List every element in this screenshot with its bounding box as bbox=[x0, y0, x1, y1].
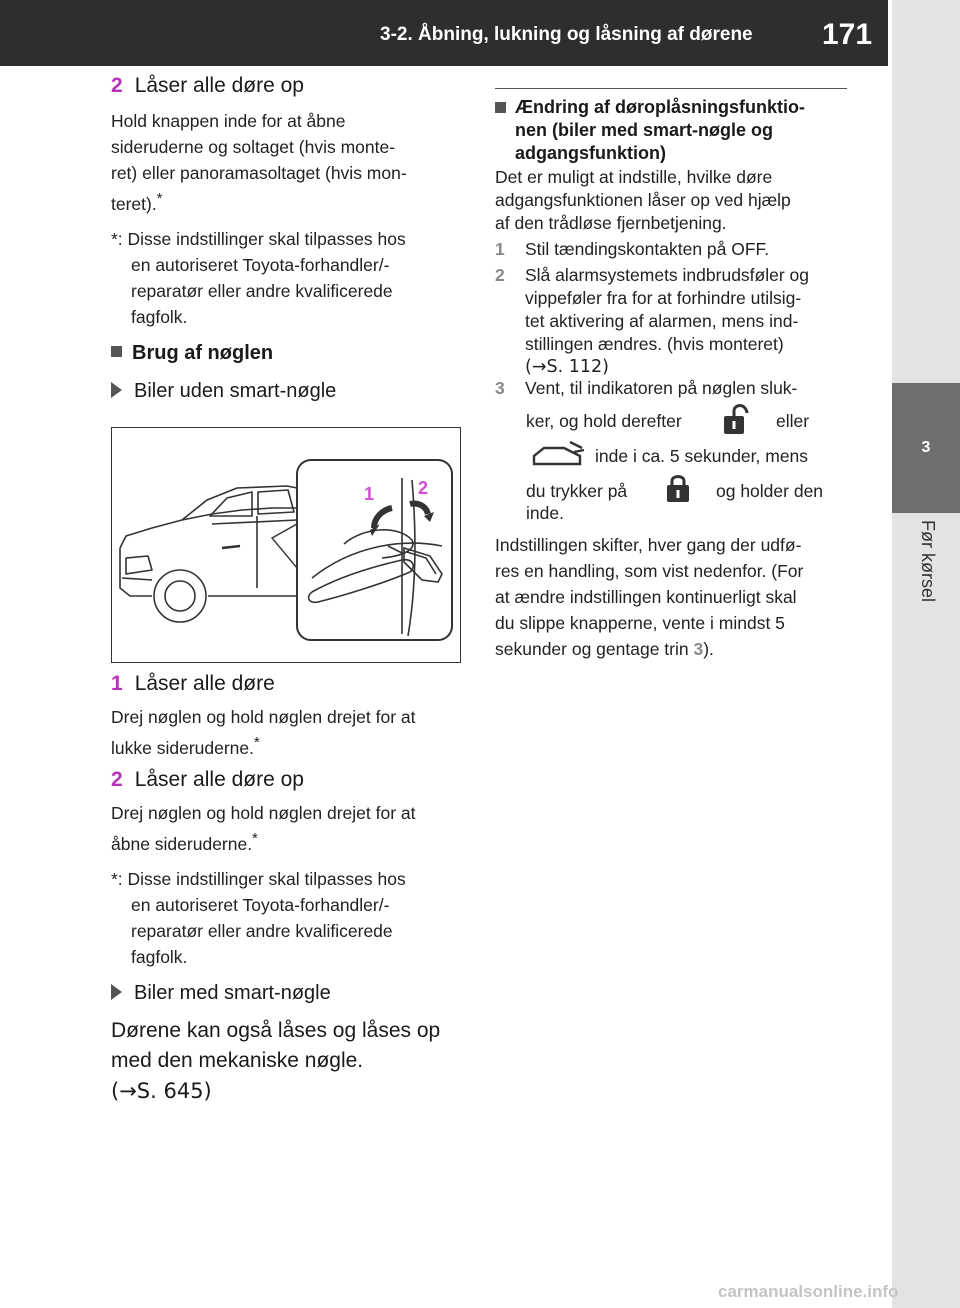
section-title: 3-2. Åbning, lukning og låsning af dørene bbox=[380, 24, 753, 45]
paragraph: Drej nøglen og hold nøglen drejet for at åbne sideruderne.* bbox=[111, 803, 416, 854]
step-text: eller bbox=[776, 411, 810, 431]
watermark: carmanualsonline.info bbox=[718, 1282, 899, 1301]
triangle-bullet-icon bbox=[111, 984, 122, 1000]
step-text: ker, og hold derefter bbox=[526, 411, 682, 431]
unlock-button-icon bbox=[720, 402, 752, 436]
step-text: inde i ca. 5 sekunder, mens bbox=[595, 446, 809, 466]
paragraph: Det er muligt at indstille, hvilke døre adgangsfunktionen låser op ved hjælp af den trådløse fjernbetjening. bbox=[495, 167, 791, 233]
subsection-heading: Biler uden smart-nøgle bbox=[111, 380, 336, 403]
step-text: du trykker på bbox=[526, 481, 628, 501]
divider bbox=[495, 88, 847, 89]
step-item: 1 Stil tændingskontakten på OFF. bbox=[495, 239, 770, 259]
square-bullet-icon bbox=[495, 102, 506, 113]
trunk-button-icon bbox=[530, 440, 586, 470]
chapter-label: Før kørsel bbox=[918, 520, 938, 602]
subsection-heading: Biler med smart-nøgle bbox=[111, 982, 331, 1005]
figure-label-2: 2 bbox=[418, 478, 429, 498]
page-reference-link[interactable]: (→S. 112) bbox=[525, 357, 609, 377]
key-illustration bbox=[111, 427, 461, 663]
step-heading: 2 Låser alle døre op bbox=[111, 74, 304, 97]
step-heading: 2 Låser alle døre op bbox=[111, 768, 304, 791]
chapter-number-tab: 3 bbox=[892, 383, 960, 513]
page-number: 171 bbox=[822, 18, 873, 51]
section-heading: Ændring af døroplåsningsfunktio- nen (biler med smart-nøgle og adgangsfunktion) bbox=[495, 96, 847, 165]
step-heading: 1 Låser alle døre bbox=[111, 672, 275, 695]
step-text: og holder den bbox=[716, 481, 824, 501]
paragraph: Indstillingen skifter, hver gang der udfø- res en handling, som vist nedenfor. (For at ændre indstillingen kontinuerligt skal du slippe knapperne, vente i mindst 5 sekunder og gentage trin 3). bbox=[495, 535, 804, 659]
car-door-key-drawing bbox=[112, 428, 459, 661]
triangle-bullet-icon bbox=[111, 382, 122, 398]
footnote: *: Disse indstillinger skal tilpasses hos en autoriseret Toyota-forhandler/- reparatør eller andre kvalificerede fagfolk. bbox=[111, 869, 406, 967]
step-item: 3 Vent, til indikatoren på nøglen sluk- bbox=[495, 378, 798, 398]
square-bullet-icon bbox=[111, 346, 122, 357]
paragraph: Dørene kan også låses og låses op med den mekaniske nøgle. (→S. 645) bbox=[111, 1016, 440, 1106]
lock-button-icon bbox=[664, 472, 692, 504]
page-reference-link[interactable]: (→S. 645) bbox=[111, 1079, 212, 1103]
paragraph: Hold knappen inde for at åbne sideruderne og soltaget (hvis monte- ret) eller panoramasoltaget (hvis mon- teret).* bbox=[111, 111, 407, 214]
step-text: inde. bbox=[526, 503, 564, 523]
figure-label-1: 1 bbox=[364, 484, 375, 504]
section-heading: Brug af nøglen bbox=[111, 342, 273, 365]
step-item: 2 Slå alarmsystemets indbrudsføler og vippeføler fra for at forhindre utilsig- tet aktivering af alarmen, mens ind- stillingen ændres. (hvis monteret) (→S. 112) bbox=[495, 264, 847, 379]
footnote: *: Disse indstillinger skal tilpasses hos en autoriseret Toyota-forhandler/- reparatør eller andre kvalificerede fagfolk. bbox=[111, 229, 406, 327]
paragraph: Drej nøglen og hold nøglen drejet for at lukke sideruderne.* bbox=[111, 707, 416, 758]
